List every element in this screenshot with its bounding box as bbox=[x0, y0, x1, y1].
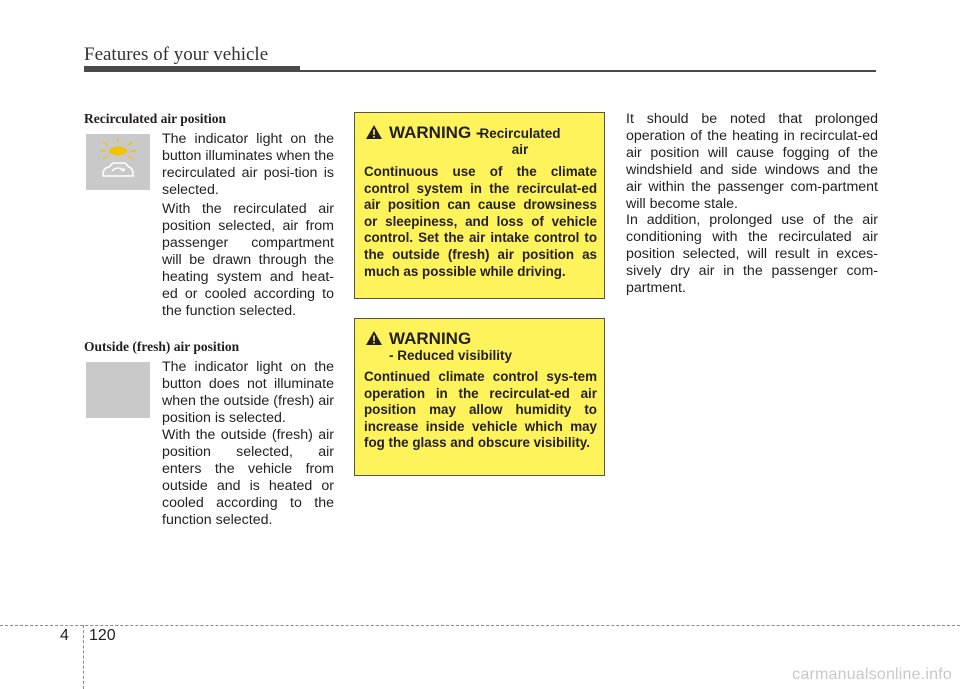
outside-title: Outside (fresh) air position bbox=[84, 339, 240, 354]
recirculated-paragraph-2: With the recirculated air position selected, air from passenger compartment will be drawn through the heating system and heat-ed or cooled according to the function selected. bbox=[162, 201, 334, 319]
outside-button-image bbox=[86, 362, 150, 418]
warning-word: WARNING bbox=[389, 329, 472, 348]
outside-paragraph-1: The indicator light on the button does not illuminate when the outside (fresh) air position is selected. bbox=[162, 359, 334, 426]
header-rule bbox=[300, 70, 876, 72]
warning-subtitle: - Reduced visibility bbox=[389, 348, 513, 363]
header-title: Features of your vehicle bbox=[84, 44, 269, 65]
right-paragraph-1: It should be noted that prolonged operation of the heating in recirculat-ed air position will cause fogging of the windshield and side windows and the air within the passenger com-partment will become stale. bbox=[626, 111, 878, 212]
warning-box-recirculated bbox=[354, 112, 605, 299]
warning-body: Continued climate control sys-tem operation in the recirculat-ed air position may allow humidity to increase inside vehicle which may fog the glass and obscure visibility. bbox=[364, 369, 597, 451]
header-bar bbox=[84, 66, 300, 72]
recirculated-button-image bbox=[86, 134, 150, 190]
warning-header bbox=[365, 123, 561, 157]
recirculate-icon bbox=[86, 134, 150, 190]
recirculated-paragraph-1: The indicator light on the button illuminates when the recirculated air posi-tion is selected. bbox=[162, 131, 334, 198]
chapter-number: 4 bbox=[60, 627, 69, 644]
warning-subtitle: Recirculated air bbox=[479, 126, 561, 157]
right-paragraph-2: In addition, prolonged use of the air conditioning with the recirculated air position selected, will result in exces-sively dry air in the passenger com-partment. bbox=[626, 212, 878, 296]
outside-paragraph-2: With the outside (fresh) air position selected, air enters the vehicle from outside and is heated or cooled according to the function selected. bbox=[162, 427, 334, 528]
warning-header bbox=[365, 330, 471, 348]
footer-divider bbox=[83, 625, 84, 689]
warning-word: WARNING - bbox=[389, 123, 482, 142]
page-number: 120 bbox=[89, 627, 116, 644]
footer-rule bbox=[0, 625, 960, 626]
warning-triangle-icon bbox=[365, 330, 383, 346]
warning-triangle-icon bbox=[365, 124, 383, 140]
watermark: carmanualsonline.info bbox=[792, 666, 952, 683]
recirculated-title: Recirculated air position bbox=[84, 111, 226, 126]
warning-box-visibility bbox=[354, 318, 605, 476]
warning-body: Continuous use of the climate control system in the recirculat-ed air position can cause drowsiness or sleepiness, and loss of vehicle control. Set the air intake control to the outside (fresh) air position as much as possible while driving. bbox=[364, 164, 597, 279]
